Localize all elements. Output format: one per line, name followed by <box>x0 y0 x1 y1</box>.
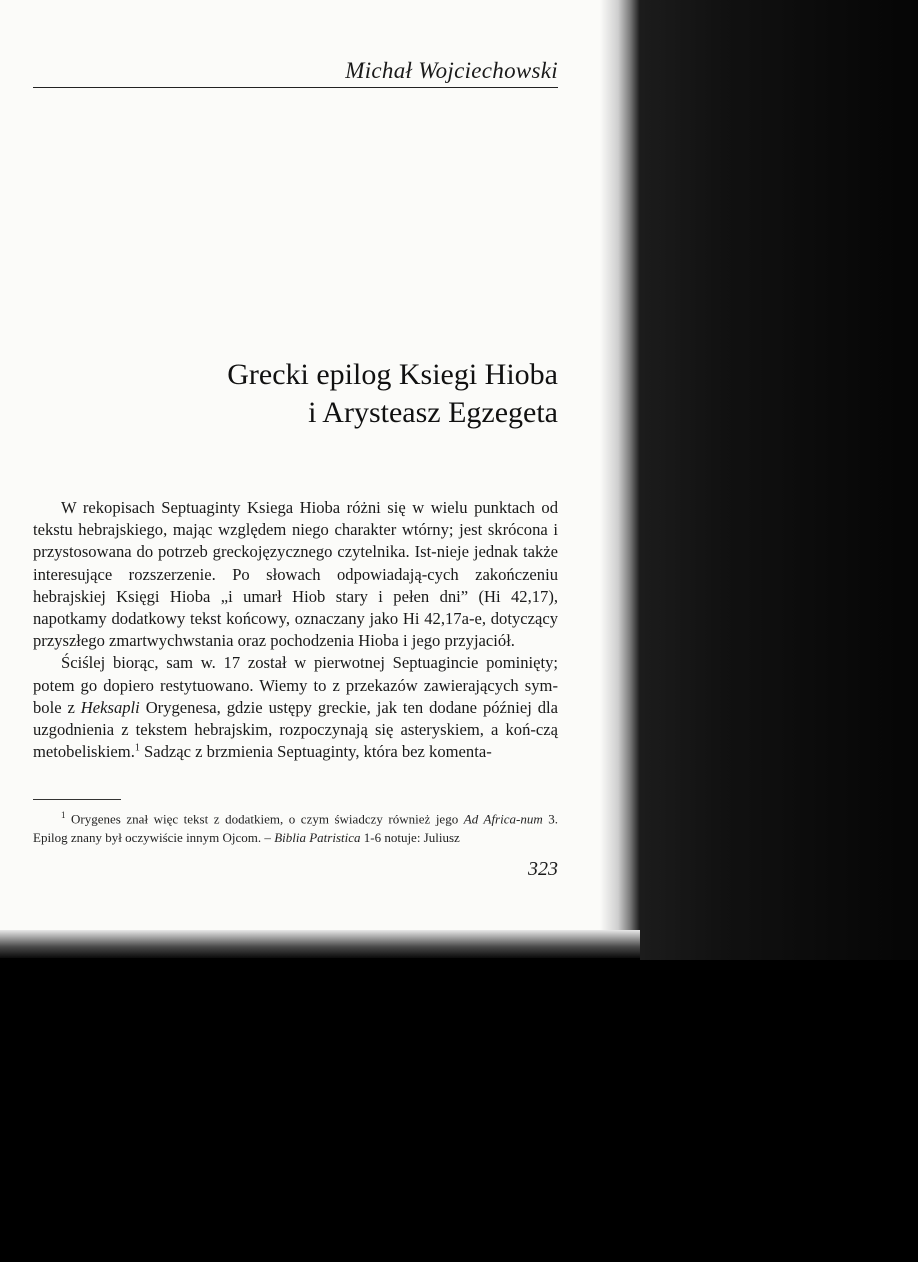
footnote-italic-1: Ad Africa-num <box>463 811 543 827</box>
title-line-2: i Arysteasz Egzegeta <box>308 396 558 429</box>
paragraph-2 <box>33 652 558 763</box>
footnote-number: 1 <box>61 810 66 820</box>
article-title <box>38 356 558 432</box>
title-line-1: Grecki epilog Ksiegi Hioba <box>227 358 558 391</box>
article-body <box>33 497 558 763</box>
footnote-part-3: 1-6 notuje: Juliusz <box>360 830 460 846</box>
header-rule <box>33 87 558 88</box>
footnote-part-1: Orygenes znał więc tekst z dodatkiem, o czym świadczy również jego <box>65 811 464 827</box>
paragraph-1: W rekopisach Septuaginty Ksiega Hioba różni się w wielu punktach od tekstu hebrajskiego, mając względem niego charakter wtórny; jest skrócona i przystosowana do potrzeb greckojęzycznego czytelnika. Ist-nieje jednak także interesujące rozszerzenie. Po słowach odpowiadają-cych zakończeniu hebrajskiej Księgi Hioba „i umarł Hiob stary i pełen dni” (Hi 42,17), napotkamy dodatkowy tekst końcowy, oznaczany jako Hi 42,17a-e, dotyczący przyszłego zmartwychwstania oraz pochodzenia Hioba i jego przyjaciół. <box>33 498 558 651</box>
footnote-text <box>33 806 558 847</box>
page-bottom-edge <box>0 930 640 958</box>
page-edge-shadow <box>600 0 640 945</box>
running-head-author: Michał Wojciechowski <box>345 58 558 83</box>
footnote-rule <box>33 799 121 800</box>
page-number: 323 <box>528 858 558 880</box>
footnote-reference: 1 <box>134 742 140 754</box>
footnote-part-2: 3. Epilog znany był oczywiście innym Ojcom. – <box>33 811 559 846</box>
paragraph-2-text-a: Ściślej biorąc, sam w. 17 został w pierwotnej Septuagincie pominięty; potem go dopiero restytuowano. Wiemy to z przekazów zawierających sym-bole z <box>33 653 558 717</box>
paragraph-2-text-b: Orygenesa, gdzie ustępy greckie, jak ten dodane później dla uzgodnienia z tekstem hebrajskim, rozpoczynają się asteryskiem, a koń-czą metobeliskiem. <box>33 697 558 762</box>
footnote <box>33 806 558 847</box>
heksapli-italic: Heksapli <box>80 697 140 717</box>
paragraph-2-text-c: Sadząc z brzmienia Septuaginty, która bez komenta- <box>139 742 492 762</box>
footnote-italic-2: Biblia Patristica <box>274 830 361 846</box>
scan-dark-background <box>640 0 918 960</box>
